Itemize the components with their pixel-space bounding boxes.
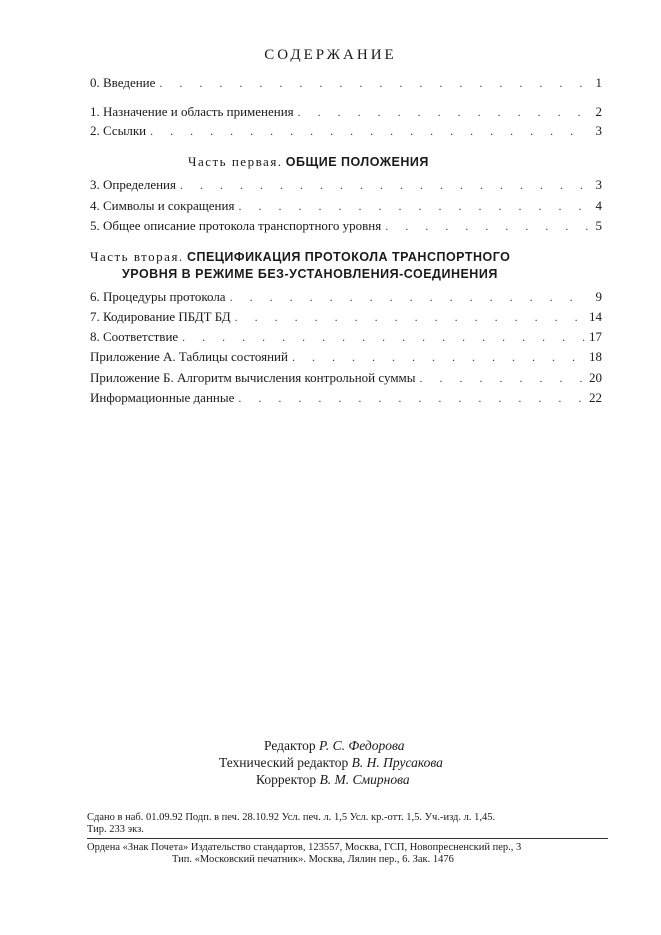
- tech-editor-role: Технический редактор: [219, 755, 349, 770]
- part-two-heading: [90, 248, 510, 266]
- toc-page-number: 2: [595, 104, 602, 119]
- dot-leader: [155, 74, 588, 92]
- proofreader-role: Корректор: [256, 772, 317, 787]
- editor-name: Р. С. Федорова: [318, 738, 405, 753]
- dot-leader: [416, 369, 588, 387]
- toc-entry-label: 8. Соответствие: [90, 329, 179, 344]
- part-one-heading: [188, 153, 429, 171]
- dot-leader: [178, 328, 588, 346]
- toc-page-number: 22: [589, 390, 602, 405]
- toc-entry-symbols: [90, 197, 602, 215]
- dot-leader: [231, 308, 588, 326]
- dot-leader: [288, 348, 588, 366]
- dot-leader: [146, 122, 588, 140]
- toc-entry-purpose: [90, 103, 602, 121]
- dot-leader: [294, 103, 588, 121]
- toc-entry-label: 3. Определения: [90, 177, 176, 192]
- toc-entry-label: 7. Кодирование ПБДТ БД: [90, 309, 231, 324]
- toc-page-number: 5: [595, 218, 602, 233]
- toc-page-number: 20: [589, 370, 602, 385]
- dot-leader: [381, 217, 588, 235]
- toc-page-number: 17: [589, 329, 602, 344]
- toc-page-number: 3: [595, 123, 602, 138]
- contents-title: СОДЕРЖАНИЕ: [264, 47, 397, 63]
- toc-entry-encoding: [90, 308, 602, 326]
- toc-entry-label: Приложение А. Таблицы состояний: [90, 349, 288, 364]
- publisher-line: Ордена «Знак Почета» Издательство стандартов, 123557, Москва, ГСП, Новопресненский пер., 3: [87, 842, 522, 853]
- toc-page-number: 14: [589, 309, 602, 324]
- toc-entry-label: Информационные данные: [90, 390, 235, 405]
- toc-entry-label: 5. Общее описание протокола транспортного уровня: [90, 218, 382, 233]
- editor-role: Редактор: [264, 738, 316, 753]
- part-two-heading-continued: [122, 265, 498, 283]
- toc-entry-general-description: [90, 217, 602, 235]
- toc-entry-introduction: [90, 74, 602, 92]
- part-one-prefix: Часть первая.: [188, 154, 283, 169]
- toc-entry-definitions: [90, 176, 602, 194]
- part-two-title-line2: УРОВНЯ В РЕЖИМЕ БЕЗ-УСТАНОВЛЕНИЯ-СОЕДИНЕНИЯ: [122, 267, 498, 281]
- proofreader-credit: [256, 771, 410, 789]
- toc-page-number: 4: [595, 198, 602, 213]
- editor-credit: [264, 737, 405, 755]
- dot-leader: [234, 197, 588, 215]
- toc-entry-appendix-a: [90, 348, 602, 366]
- toc-page-number: 9: [595, 289, 602, 304]
- part-two-title-line1: СПЕЦИФИКАЦИЯ ПРОТОКОЛА ТРАНСПОРТНОГО: [186, 250, 511, 264]
- tech-editor-credit: [219, 754, 443, 772]
- toc-entry-label: 4. Символы и сокращения: [90, 198, 235, 213]
- imprint-line-2: Тир. 233 экз.: [87, 824, 144, 835]
- dot-leader: [176, 176, 588, 194]
- toc-entry-label: 1. Назначение и область применения: [90, 104, 294, 119]
- toc-entry-information-data: [90, 389, 602, 407]
- toc-entry-label: 2. Ссылки: [90, 123, 147, 138]
- proofreader-name: В. М. Смирнова: [319, 772, 410, 787]
- toc-entry-label: Приложение Б. Алгоритм вычисления контрольной суммы: [90, 370, 416, 385]
- toc-entry-appendix-b: [90, 369, 602, 387]
- dot-leader: [226, 288, 588, 306]
- dot-leader: [234, 389, 588, 407]
- toc-page-number: 18: [589, 349, 602, 364]
- toc-entry-label: 0. Введение: [90, 75, 156, 90]
- toc-entry-label: 6. Процедуры протокола: [90, 289, 226, 304]
- tech-editor-name: В. Н. Прусакова: [351, 755, 443, 770]
- toc-entry-procedures: [90, 288, 602, 306]
- part-one-title: ОБЩИЕ ПОЛОЖЕНИЯ: [285, 155, 429, 169]
- toc-page-number: 1: [595, 75, 602, 90]
- part-two-prefix: Часть вторая.: [90, 249, 184, 264]
- toc-page-number: 3: [595, 177, 602, 192]
- printer-line: Тип. «Московский печатник». Москва, Лялин пер., 6. Зак. 1476: [172, 854, 454, 865]
- toc-entry-references: [90, 122, 602, 140]
- imprint-divider: [87, 838, 608, 839]
- toc-entry-conformance: [90, 328, 602, 346]
- imprint-line-1: Сдано в наб. 01.09.92 Подп. в печ. 28.10.92 Усл. печ. л. 1,5 Усл. кр.-отт. 1,5. Уч.-изд. л. 1,45.: [87, 812, 496, 823]
